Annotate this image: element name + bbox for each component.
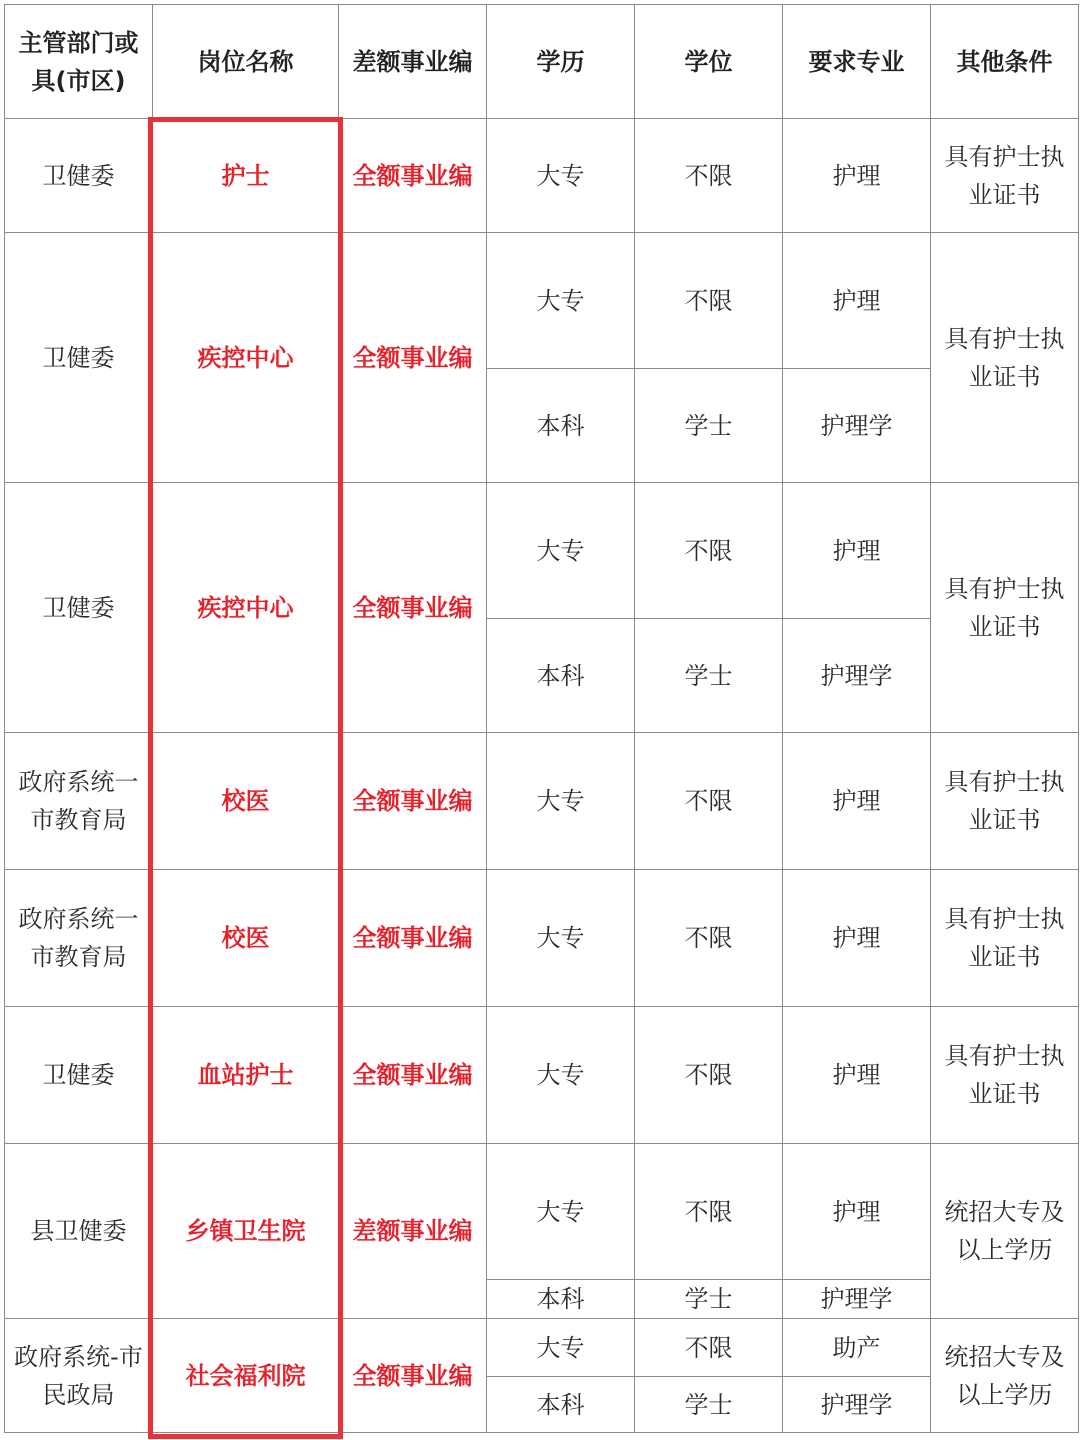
education-cell: 大专	[487, 1144, 635, 1280]
header-degree: 学位	[635, 5, 783, 119]
major-cell: 护理学	[783, 369, 931, 483]
establishment-cell: 全额事业编	[339, 1319, 487, 1433]
post-name-cell: 护士	[153, 119, 339, 233]
establishment-cell: 全额事业编	[339, 1007, 487, 1144]
degree-cell: 不限	[635, 1007, 783, 1144]
header-education: 学历	[487, 5, 635, 119]
post-name-cell: 校医	[153, 733, 339, 870]
education-cell: 本科	[487, 1377, 635, 1433]
other-conditions-cell: 具有护士执业证书	[931, 733, 1079, 870]
major-cell: 护理	[783, 1144, 931, 1280]
major-cell: 护理	[783, 870, 931, 1007]
post-name-cell: 乡镇卫生院	[153, 1144, 339, 1319]
other-conditions-cell: 统招大专及以上学历	[931, 1144, 1079, 1319]
establishment-cell: 全额事业编	[339, 119, 487, 233]
education-cell: 大专	[487, 233, 635, 369]
degree-cell: 学士	[635, 1377, 783, 1433]
degree-cell: 不限	[635, 1319, 783, 1377]
degree-cell: 不限	[635, 1144, 783, 1280]
post-name-cell: 社会福利院	[153, 1319, 339, 1433]
degree-cell: 不限	[635, 233, 783, 369]
education-cell: 大专	[487, 1007, 635, 1144]
major-cell: 护理	[783, 483, 931, 619]
post-name-cell: 疾控中心	[153, 233, 339, 483]
other-conditions-cell: 具有护士执业证书	[931, 233, 1079, 483]
degree-cell: 学士	[635, 369, 783, 483]
education-cell: 本科	[487, 1280, 635, 1319]
header-major: 要求专业	[783, 5, 931, 119]
department-cell: 政府系统一市教育局	[5, 870, 153, 1007]
degree-cell: 不限	[635, 870, 783, 1007]
other-conditions-cell: 统招大专及以上学历	[931, 1319, 1079, 1433]
table-row	[5, 119, 1079, 233]
establishment-cell: 全额事业编	[339, 733, 487, 870]
establishment-cell: 全额事业编	[339, 233, 487, 483]
major-cell: 助产	[783, 1319, 931, 1377]
education-cell: 大专	[487, 1319, 635, 1377]
table-row	[5, 733, 1079, 870]
header-row	[5, 5, 1079, 119]
table-row	[5, 233, 1079, 369]
major-cell: 护理	[783, 733, 931, 870]
other-conditions-cell: 具有护士执业证书	[931, 870, 1079, 1007]
table-row	[5, 1144, 1079, 1280]
post-name-cell: 血站护士	[153, 1007, 339, 1144]
header-establishment: 差额事业编	[339, 5, 487, 119]
major-cell: 护理学	[783, 1280, 931, 1319]
degree-cell: 学士	[635, 619, 783, 733]
header-department: 主管部门或具(市区)	[5, 5, 153, 119]
other-conditions-cell: 具有护士执业证书	[931, 119, 1079, 233]
post-name-cell: 校医	[153, 870, 339, 1007]
department-cell: 卫健委	[5, 483, 153, 733]
establishment-cell: 差额事业编	[339, 1144, 487, 1319]
other-conditions-cell: 具有护士执业证书	[931, 483, 1079, 733]
education-cell: 大专	[487, 870, 635, 1007]
department-cell: 政府系统一市教育局	[5, 733, 153, 870]
table-row	[5, 870, 1079, 1007]
degree-cell: 不限	[635, 119, 783, 233]
degree-cell: 学士	[635, 1280, 783, 1319]
other-conditions-cell: 具有护士执业证书	[931, 1007, 1079, 1144]
department-cell: 卫健委	[5, 1007, 153, 1144]
table-row	[5, 483, 1079, 619]
department-cell: 政府系统-市民政局	[5, 1319, 153, 1433]
major-cell: 护理学	[783, 619, 931, 733]
degree-cell: 不限	[635, 733, 783, 870]
major-cell: 护理学	[783, 1377, 931, 1433]
major-cell: 护理	[783, 1007, 931, 1144]
establishment-cell: 全额事业编	[339, 483, 487, 733]
header-post: 岗位名称	[153, 5, 339, 119]
major-cell: 护理	[783, 233, 931, 369]
recruitment-table	[4, 4, 1079, 1433]
establishment-cell: 全额事业编	[339, 870, 487, 1007]
major-cell: 护理	[783, 119, 931, 233]
education-cell: 大专	[487, 483, 635, 619]
department-cell: 县卫健委	[5, 1144, 153, 1319]
education-cell: 本科	[487, 369, 635, 483]
table-row	[5, 1007, 1079, 1144]
department-cell: 卫健委	[5, 233, 153, 483]
education-cell: 大专	[487, 119, 635, 233]
degree-cell: 不限	[635, 483, 783, 619]
table-row	[5, 1319, 1079, 1377]
header-other: 其他条件	[931, 5, 1079, 119]
department-cell: 卫健委	[5, 119, 153, 233]
post-name-cell: 疾控中心	[153, 483, 339, 733]
education-cell: 本科	[487, 619, 635, 733]
education-cell: 大专	[487, 733, 635, 870]
